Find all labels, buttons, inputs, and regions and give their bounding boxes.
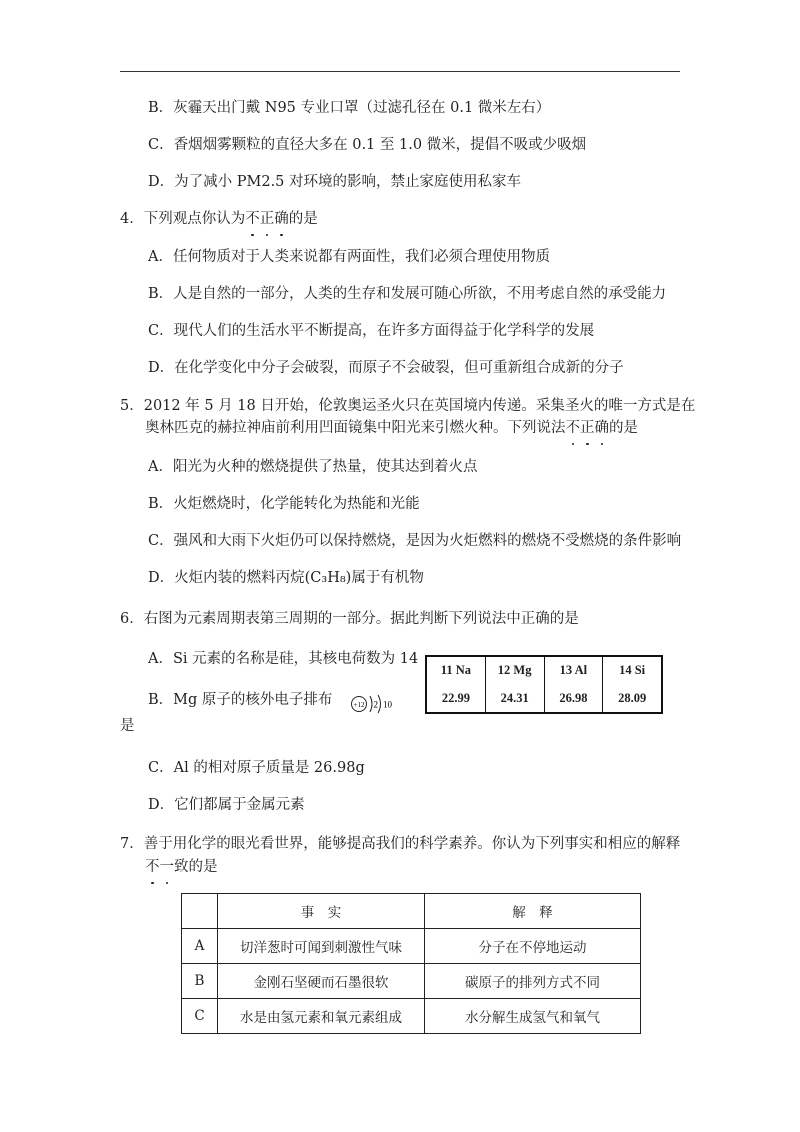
top-rule bbox=[120, 71, 680, 72]
q6-option-b-tail: 是 bbox=[120, 718, 135, 734]
row-key: A bbox=[182, 929, 218, 964]
emphasis-char: 确 bbox=[594, 420, 609, 436]
table-row bbox=[182, 999, 641, 1034]
q5-option-d: D．火炬内装的燃料丙烷(C₃H₈)属于有机物 bbox=[148, 570, 424, 586]
row-key: B bbox=[182, 964, 218, 999]
q6-option-c: C．Al 的相对原子质量是 26.98g bbox=[148, 760, 365, 776]
row-explanation: 水分解生成氢气和氧气 bbox=[425, 999, 641, 1034]
q5-stem-line1: 5．2012 年 5 月 18 日开始，伦敦奥运圣火只在英国境内传递。采集圣火的唯一方式是在 bbox=[120, 398, 696, 414]
electron-shell-1: 2 bbox=[373, 699, 378, 710]
element-cell-mg: 12 Mg 24.31 bbox=[486, 657, 545, 712]
row-explanation: 分子在不停地运动 bbox=[425, 929, 641, 964]
nucleus-charge: +12 bbox=[353, 701, 365, 709]
element-cell-si: 14 Si 28.09 bbox=[618, 663, 647, 705]
q4-stem: 4．下列观点你认为不正确的是 bbox=[120, 211, 318, 227]
emphasis-char: 正 bbox=[259, 211, 275, 227]
electron-shell-2-arc bbox=[378, 695, 381, 713]
table-row bbox=[182, 964, 641, 999]
q7-stem-line2: 不一致的是 bbox=[145, 859, 218, 875]
q6-option-a: A．Si 元素的名称是硅，其核电荷数为 14 bbox=[148, 651, 419, 667]
emphasis-char: 不 bbox=[245, 211, 260, 227]
q6-stem: 6．右图为元素周期表第三周期的一部分。据此判断下列说法中正确的是 bbox=[120, 611, 579, 627]
q4-option-b: B．人是自然的一部分，人类的生存和发展可随心所欲，不用考虑自然的承受能力 bbox=[148, 286, 667, 302]
q3-option-c: C．香烟烟雾颗粒的直径大多在 0.1 至 1.0 微米，提倡不吸或少吸烟 bbox=[148, 137, 587, 153]
row-key: C bbox=[182, 999, 218, 1034]
table-row bbox=[182, 929, 641, 964]
table-header-row bbox=[182, 894, 641, 929]
q5-option-b: B．火炬燃烧时，化学能转化为热能和光能 bbox=[148, 496, 420, 512]
q4-option-a: A．任何物质对于人类来说都有两面性，我们必须合理使用物质 bbox=[148, 249, 550, 265]
fact-explanation-table bbox=[181, 893, 641, 1034]
emphasis-char: 不 bbox=[145, 859, 160, 875]
emphasis-char: 确 bbox=[274, 211, 289, 227]
q5-stem-line2: 奥林匹克的赫拉神庙前利用凹面镜集中阳光来引燃火种。下列说法不正确的是 bbox=[145, 420, 638, 436]
q5-option-c: C．强风和大雨下火炬仍可以保持燃烧，是因为火炬燃料的燃烧不受燃烧的条件影响 bbox=[148, 533, 682, 549]
q6-option-d: D．它们都属于金属元素 bbox=[148, 797, 305, 813]
emphasis-char: 一 bbox=[159, 859, 174, 875]
q4-option-d: D．在化学变化中分子会破裂，而原子不会破裂，但可重新组合成新的分子 bbox=[148, 360, 624, 376]
electron-shell-1-arc bbox=[370, 696, 372, 712]
q5-option-a: A．阳光为火种的燃烧提供了热量，使其达到着火点 bbox=[148, 459, 478, 475]
header-fact: 事 实 bbox=[218, 894, 425, 929]
atom-structure-diagram bbox=[350, 692, 398, 716]
electron-shell-2: 10 bbox=[383, 699, 392, 710]
element-cell-al: 13 Al 26.98 bbox=[545, 657, 604, 712]
row-fact: 切洋葱时可闻到刺激性气味 bbox=[218, 929, 425, 964]
q7-stem-line1: 7．善于用化学的眼光看世界，能够提高我们的科学素养。你认为下列事实和相应的解释 bbox=[120, 836, 681, 852]
row-fact: 水是由氢元素和氧元素组成 bbox=[218, 999, 425, 1034]
q4-option-c: C．现代人们的生活水平不断提高，在许多方面得益于化学科学的发展 bbox=[148, 323, 595, 339]
emphasis-char: 正 bbox=[580, 420, 595, 436]
row-fact: 金刚石坚硬而石墨很软 bbox=[218, 964, 425, 999]
q3-option-d: D．为了减小 PM2.5 对环境的影响，禁止家庭使用私家车 bbox=[148, 174, 522, 190]
q6-option-b: B．Mg 原子的核外电子排布 bbox=[148, 692, 333, 708]
q3-option-b: B．灰霾天出门戴 N95 专业口罩（过滤孔径在 0.1 微米左右） bbox=[148, 100, 551, 116]
emphasis-char: 不 bbox=[565, 420, 580, 436]
header-explanation: 解 释 bbox=[425, 894, 641, 929]
row-explanation: 碳原子的排列方式不同 bbox=[425, 964, 641, 999]
element-cell-na: 11 Na 22.99 bbox=[427, 657, 486, 712]
periodic-table-strip bbox=[425, 655, 663, 714]
